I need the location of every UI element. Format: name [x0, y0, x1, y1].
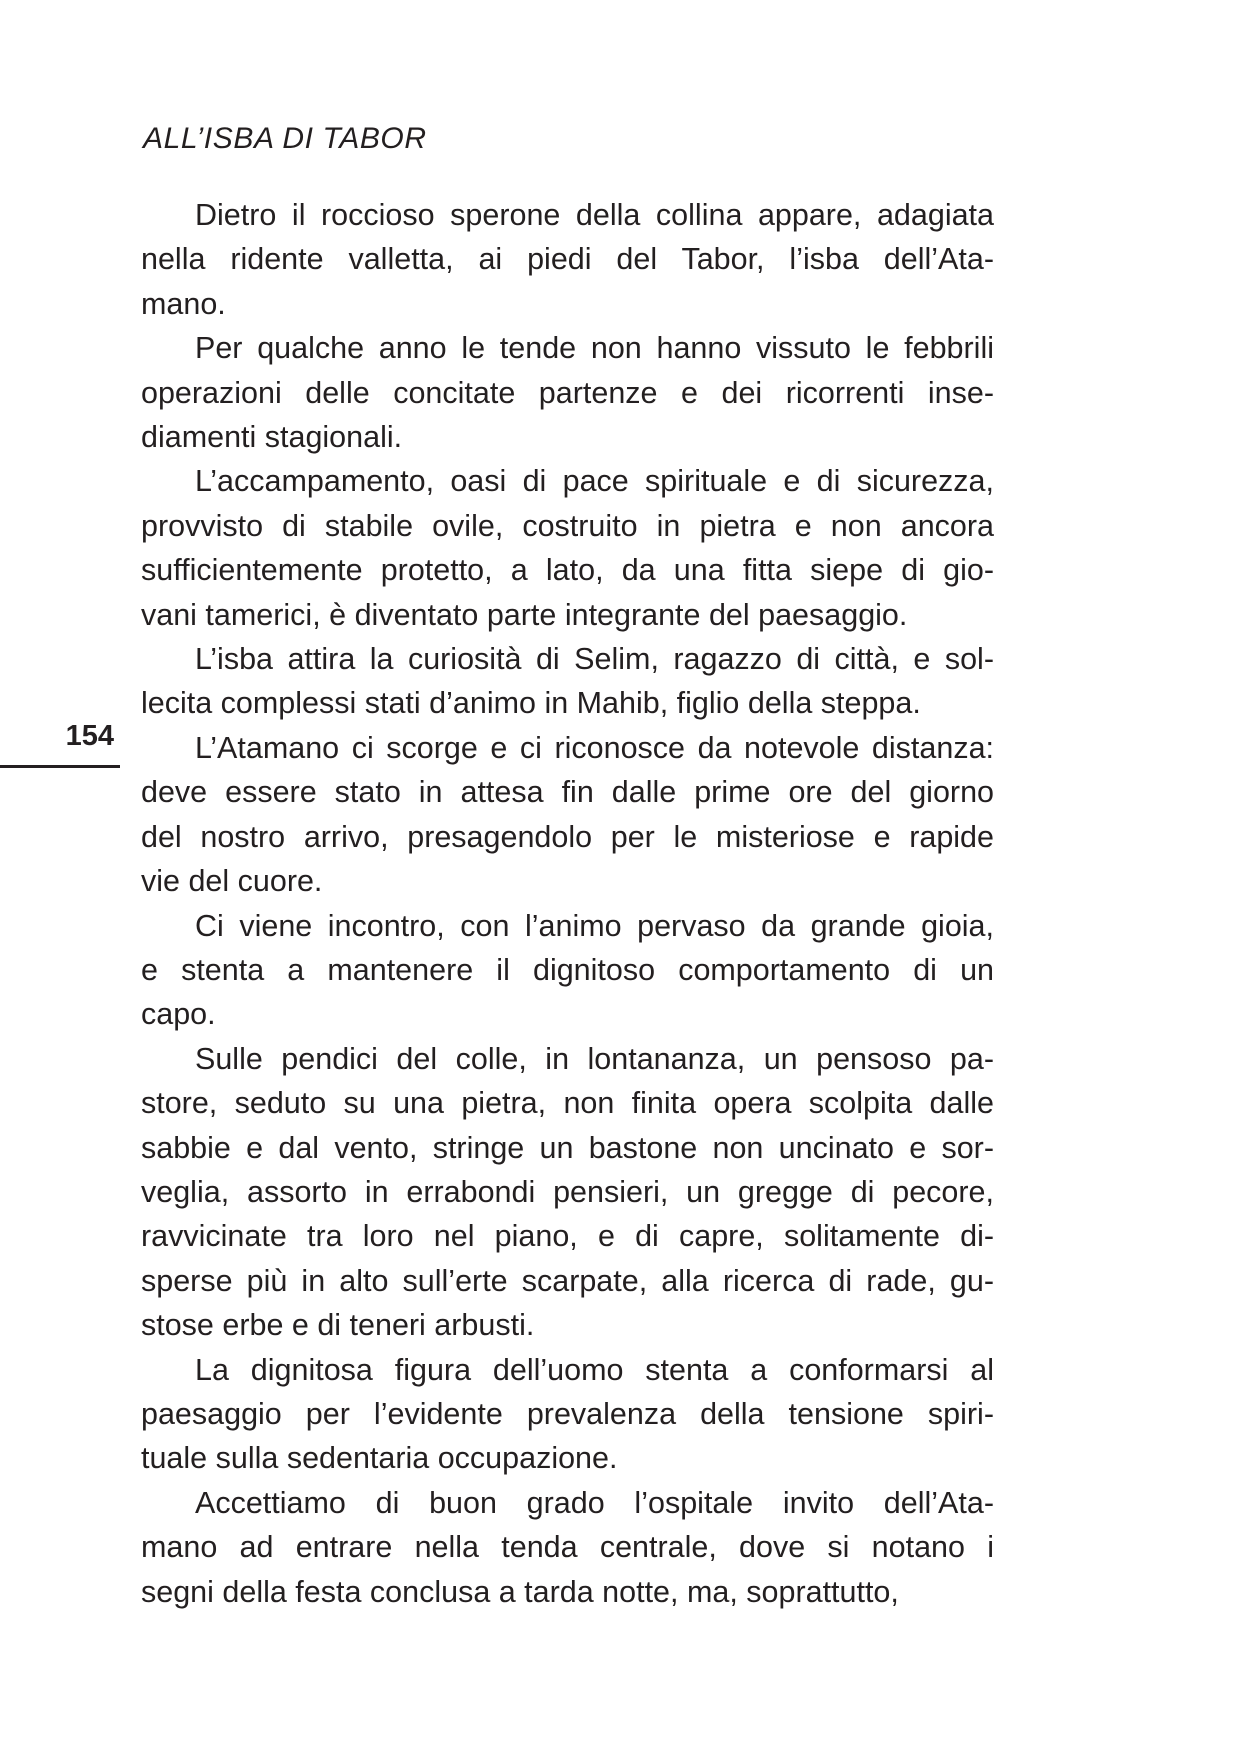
paragraph — [141, 326, 994, 459]
paragraph — [141, 193, 994, 326]
folio-rule — [0, 765, 120, 768]
text-line: vie del cuore. — [141, 864, 323, 899]
text-line: sabbie e dal vento, stringe un bastone non uncinato e sor- — [141, 1130, 994, 1165]
text-line: e stenta a mantenere il dignitoso comportamento di un — [141, 952, 994, 987]
text-line: Ci viene incontro, con l’animo pervaso da grande gioia, — [195, 908, 994, 943]
text-line: L’Atamano ci scorge e ci riconosce da notevole distanza: — [195, 730, 994, 765]
paragraph — [141, 904, 994, 1037]
paragraph — [141, 1348, 994, 1481]
paragraph — [141, 726, 994, 904]
text-line: Per qualche anno le tende non hanno vissuto le febbrili — [195, 331, 994, 366]
text-line: segni della festa conclusa a tarda notte, ma, soprattutto, — [141, 1574, 899, 1609]
page-number: 154 — [65, 720, 114, 752]
paragraph — [141, 1481, 994, 1614]
text-line: provvisto di stabile ovile, costruito in pietra e non ancora — [141, 508, 994, 543]
text-line: Dietro il roccioso sperone della collina appare, adagiata — [195, 198, 994, 232]
body-text-column — [141, 193, 994, 1614]
text-line: stose erbe e di teneri arbusti. — [141, 1308, 535, 1343]
text-line: Sulle pendici del colle, in lontananza, un pensoso pa- — [195, 1041, 994, 1076]
text-line: vani tamerici, è diventato parte integrante del paesaggio. — [141, 597, 908, 632]
text-line: tuale sulla sedentaria occupazione. — [141, 1441, 618, 1476]
text-line: mano ad entrare nella tenda centrale, dove si notano i — [141, 1530, 994, 1565]
text-line: sperse più in alto sull’erte scarpate, alla ricerca di rade, gu- — [141, 1263, 994, 1298]
text-line: ravvicinate tra loro nel piano, e di capre, solitamente di- — [141, 1219, 994, 1254]
text-line: sufficientemente protetto, a lato, da una fitta siepe di gio- — [141, 553, 994, 588]
text-line: Accettiamo di buon grado l’ospitale invito dell’Ata- — [195, 1485, 994, 1520]
paragraph — [141, 1037, 994, 1348]
text-line: L’isba attira la curiosità di Selim, ragazzo di città, e sol- — [195, 642, 994, 677]
text-line: L’accampamento, oasi di pace spirituale e di sicurezza, — [195, 464, 994, 499]
text-line: diamenti stagionali. — [141, 420, 403, 455]
text-line: capo. — [141, 997, 216, 1032]
text-line: deve essere stato in attesa fin dalle prime ore del giorno — [141, 775, 994, 810]
text-line: veglia, assorto in errabondi pensieri, un gregge di pecore, — [141, 1174, 994, 1209]
paragraph — [141, 459, 994, 637]
text-line: nella ridente valletta, ai piedi del Tabor, l’isba dell’Ata- — [141, 242, 994, 277]
text-line: store, seduto su una pietra, non finita opera scolpita dalle — [141, 1086, 994, 1121]
running-head: ALL’ISBA DI TABOR — [143, 122, 427, 155]
paragraph — [141, 637, 994, 726]
folio-block — [0, 722, 120, 768]
text-line: La dignitosa figura dell’uomo stenta a conformarsi al — [195, 1352, 994, 1387]
text-line: paesaggio per l’evidente prevalenza della tensione spiri- — [141, 1396, 994, 1431]
text-line: mano. — [141, 286, 226, 321]
text-line: operazioni delle concitate partenze e dei ricorrenti inse- — [141, 375, 994, 410]
text-line: del nostro arrivo, presagendolo per le misteriose e rapide — [141, 819, 994, 854]
text-line: lecita complessi stati d’animo in Mahib, figlio della steppa. — [141, 686, 921, 721]
